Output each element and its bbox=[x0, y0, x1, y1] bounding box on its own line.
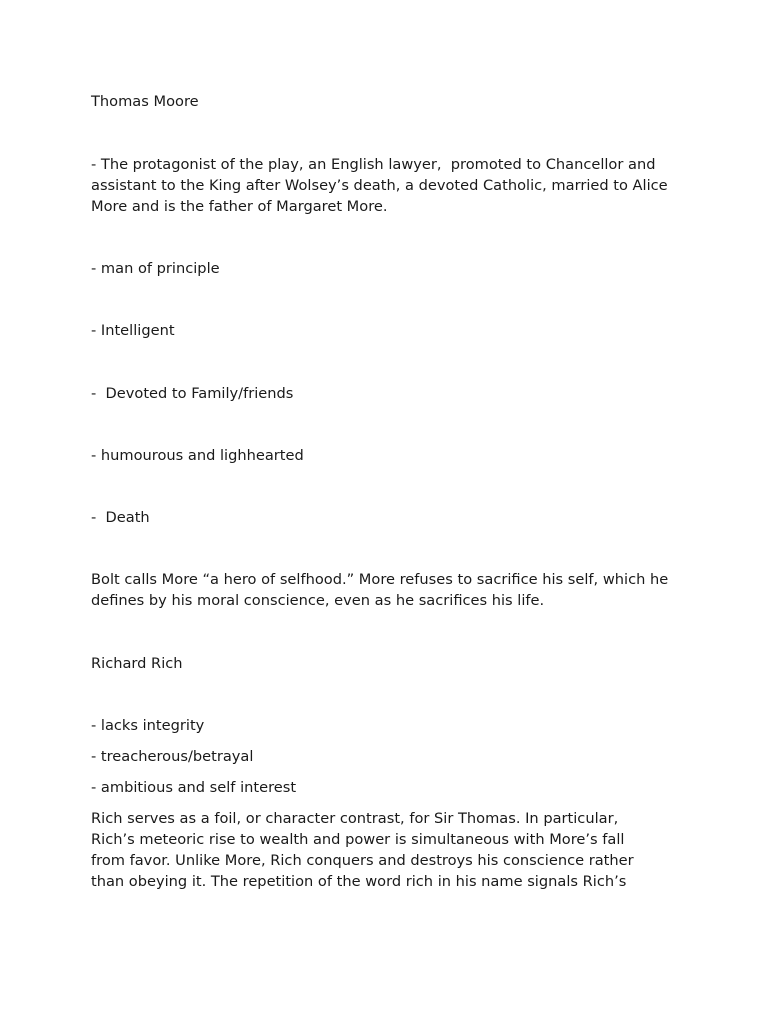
trait-death: - Death bbox=[91, 509, 150, 526]
rich-trait-ambitious: - ambitious and self interest bbox=[91, 779, 297, 796]
trait-humourous: - humourous and lighhearted bbox=[91, 447, 304, 464]
heading-thomas-moore: Thomas Moore bbox=[91, 93, 199, 110]
rich-trait-treacherous: - treacherous/betrayal bbox=[91, 748, 254, 765]
rich-summary-paragraph: Rich serves as a foil, or character contrast, for Sir Thomas. In particular, Rich’s meteoric rise to wealth and power is simultaneous with More’s fall from favor. Unlike More, Rich conquers and destroys his conscience rather than obeying it. The repetition of the word rich in his name signals Rich’s bbox=[91, 810, 639, 890]
heading-richard-rich: Richard Rich bbox=[91, 655, 183, 672]
rich-trait-integrity: - lacks integrity bbox=[91, 717, 205, 734]
more-summary-paragraph: Bolt calls More “a hero of selfhood.” More refuses to sacrifice his self, which he defines by his moral conscience, even as he sacrifices his life. bbox=[91, 571, 673, 609]
trait-devoted-to-family: - Devoted to Family/friends bbox=[91, 385, 294, 402]
trait-intelligent: - Intelligent bbox=[91, 322, 175, 339]
trait-man-of-principle: - man of principle bbox=[91, 260, 220, 277]
more-intro-paragraph: - The protagonist of the play, an English lawyer, promoted to Chancellor and assistant to the King after Wolsey’s death, a devoted Catholic, married to Alice More and is the father of Margaret More. bbox=[91, 156, 673, 215]
